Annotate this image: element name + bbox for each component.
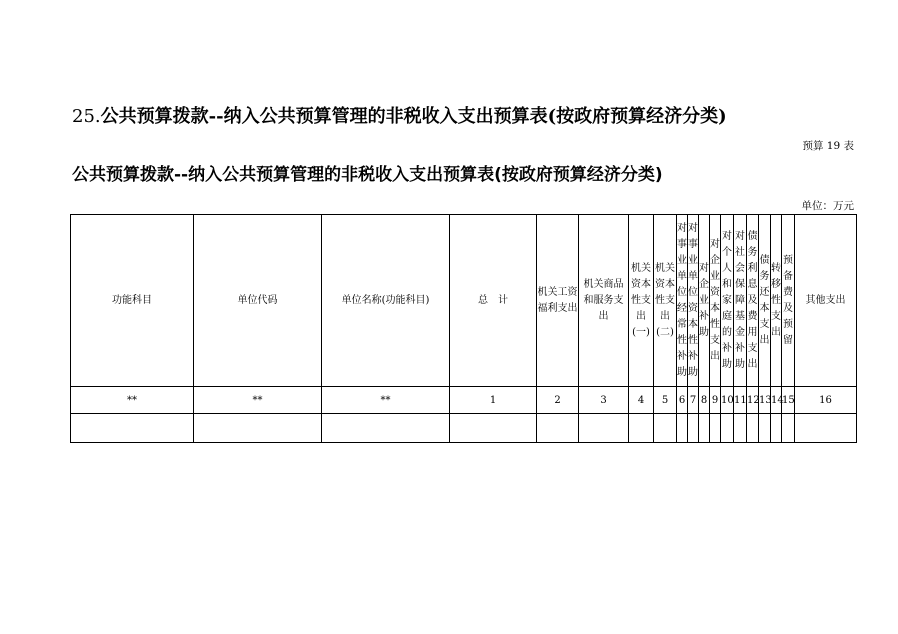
table-number: 预算 19 表 (802, 140, 854, 152)
table-cell: 7 (688, 387, 699, 414)
table-header-row (71, 215, 857, 387)
header-cell-reserve: 预备费及预留 (782, 215, 795, 387)
budget-table (70, 214, 857, 443)
header-cell-other: 其他支出 (795, 215, 857, 387)
header-cell-inst-capital: 对事业单位资本性补助 (688, 215, 699, 387)
header-cell-debt-principal: 债务还本支出 (759, 215, 771, 387)
document-heading (72, 102, 727, 128)
table-cell (721, 414, 734, 443)
table-cell: 1 (450, 387, 537, 414)
table-cell: ** (71, 387, 194, 414)
table-cell (747, 414, 759, 443)
table-cell: 3 (579, 387, 629, 414)
heading-text: 公共预算拨款--纳入公共预算管理的非税收入支出预算表(按政府预算经济分类) (100, 106, 727, 127)
header-cell-transfer: 转移性支出 (771, 215, 782, 387)
table-title: 公共预算拨款--纳入公共预算管理的非税收入支出预算表(按政府预算经济分类) (72, 165, 663, 185)
table-cell: 9 (710, 387, 721, 414)
table-cell (322, 414, 450, 443)
table-cell: 8 (699, 387, 710, 414)
table-cell: 15 (782, 387, 795, 414)
table-cell (759, 414, 771, 443)
table-cell (688, 414, 699, 443)
table-cell (194, 414, 322, 443)
header-cell-unit-name: 单位名称(功能科目) (322, 215, 450, 387)
table-cell: 14 (771, 387, 782, 414)
table-row-numbers (71, 387, 857, 414)
table-cell (710, 414, 721, 443)
header-cell-wages: 机关工资福利支出 (537, 215, 579, 387)
table-cell (771, 414, 782, 443)
table-cell (782, 414, 795, 443)
header-cell-inst-regular: 对事业单位经常性补助 (677, 215, 688, 387)
table-cell: 2 (537, 387, 579, 414)
table-cell (734, 414, 747, 443)
table-cell (699, 414, 710, 443)
header-cell-unit-code: 单位代码 (194, 215, 322, 387)
header-cell-function-subject: 功能科目 (71, 215, 194, 387)
heading-number: 25. (72, 106, 101, 127)
table-cell (629, 414, 654, 443)
table-cell (654, 414, 677, 443)
table-cell (795, 414, 857, 443)
header-cell-enterprise-capital: 对企业资本性支出 (710, 215, 721, 387)
table-cell: 13 (759, 387, 771, 414)
table-cell: 12 (747, 387, 759, 414)
table-cell: 10 (721, 387, 734, 414)
table-cell: 6 (677, 387, 688, 414)
table-cell: ** (194, 387, 322, 414)
table-cell: 16 (795, 387, 857, 414)
header-cell-household: 对个人和家庭的补助 (721, 215, 734, 387)
table-cell: 4 (629, 387, 654, 414)
table-cell: ** (322, 387, 450, 414)
table-row-blank (71, 414, 857, 443)
header-cell-social-security: 对社会保障基金补助 (734, 215, 747, 387)
header-cell-enterprise-subsidy: 对企业补助 (699, 215, 710, 387)
header-cell-debt-interest: 债务利息及费用支出 (747, 215, 759, 387)
header-cell-total: 总 计 (450, 215, 537, 387)
header-cell-capital-1: 机关资本性支出(一) (629, 215, 654, 387)
header-cell-capital-2: 机关资本性支出(二) (654, 215, 677, 387)
table-cell (71, 414, 194, 443)
header-cell-goods-services: 机关商品和服务支出 (579, 215, 629, 387)
unit-label: 单位：万元 (801, 200, 854, 212)
table-cell (677, 414, 688, 443)
table-cell: 5 (654, 387, 677, 414)
table-cell (579, 414, 629, 443)
table-cell: 11 (734, 387, 747, 414)
table-cell (537, 414, 579, 443)
table-cell (450, 414, 537, 443)
